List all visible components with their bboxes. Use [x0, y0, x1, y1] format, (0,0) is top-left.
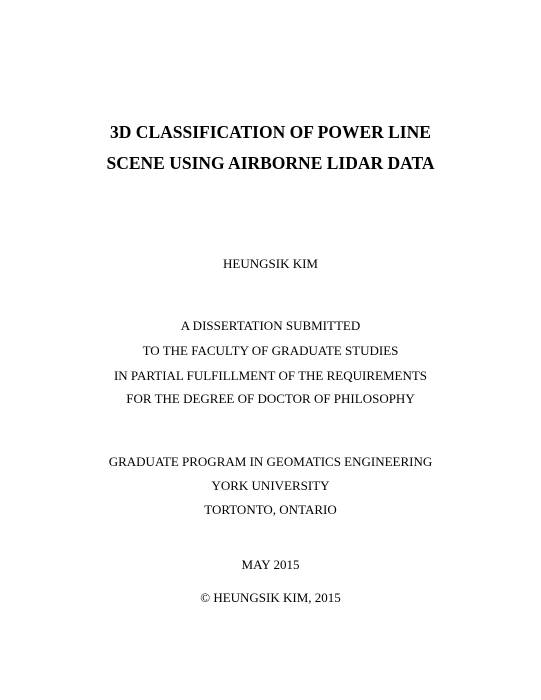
- university-location: TORTONTO, ONTARIO: [204, 502, 337, 517]
- university-name: YORK UNIVERSITY: [211, 478, 330, 493]
- author-name: HEUNGSIK KIM: [223, 256, 318, 271]
- thesis-title-line-1: 3D CLASSIFICATION OF POWER LINE: [110, 122, 431, 142]
- copyright-notice: © HEUNGSIK KIM, 2015: [200, 590, 341, 605]
- submission-date: MAY 2015: [241, 557, 300, 572]
- submission-statement-line-3: IN PARTIAL FULFILLMENT OF THE REQUIREMENTS: [113, 368, 428, 383]
- submission-statement-line-1: A DISSERTATION SUBMITTED: [180, 318, 361, 333]
- graduate-program: GRADUATE PROGRAM IN GEOMATICS ENGINEERING: [108, 454, 433, 469]
- thesis-title-line-2: SCENE USING AIRBORNE LIDAR DATA: [106, 153, 435, 173]
- submission-statement-line-4: FOR THE DEGREE OF DOCTOR OF PHILOSOPHY: [126, 391, 415, 406]
- submission-statement-line-2: TO THE FACULTY OF GRADUATE STUDIES: [142, 343, 399, 358]
